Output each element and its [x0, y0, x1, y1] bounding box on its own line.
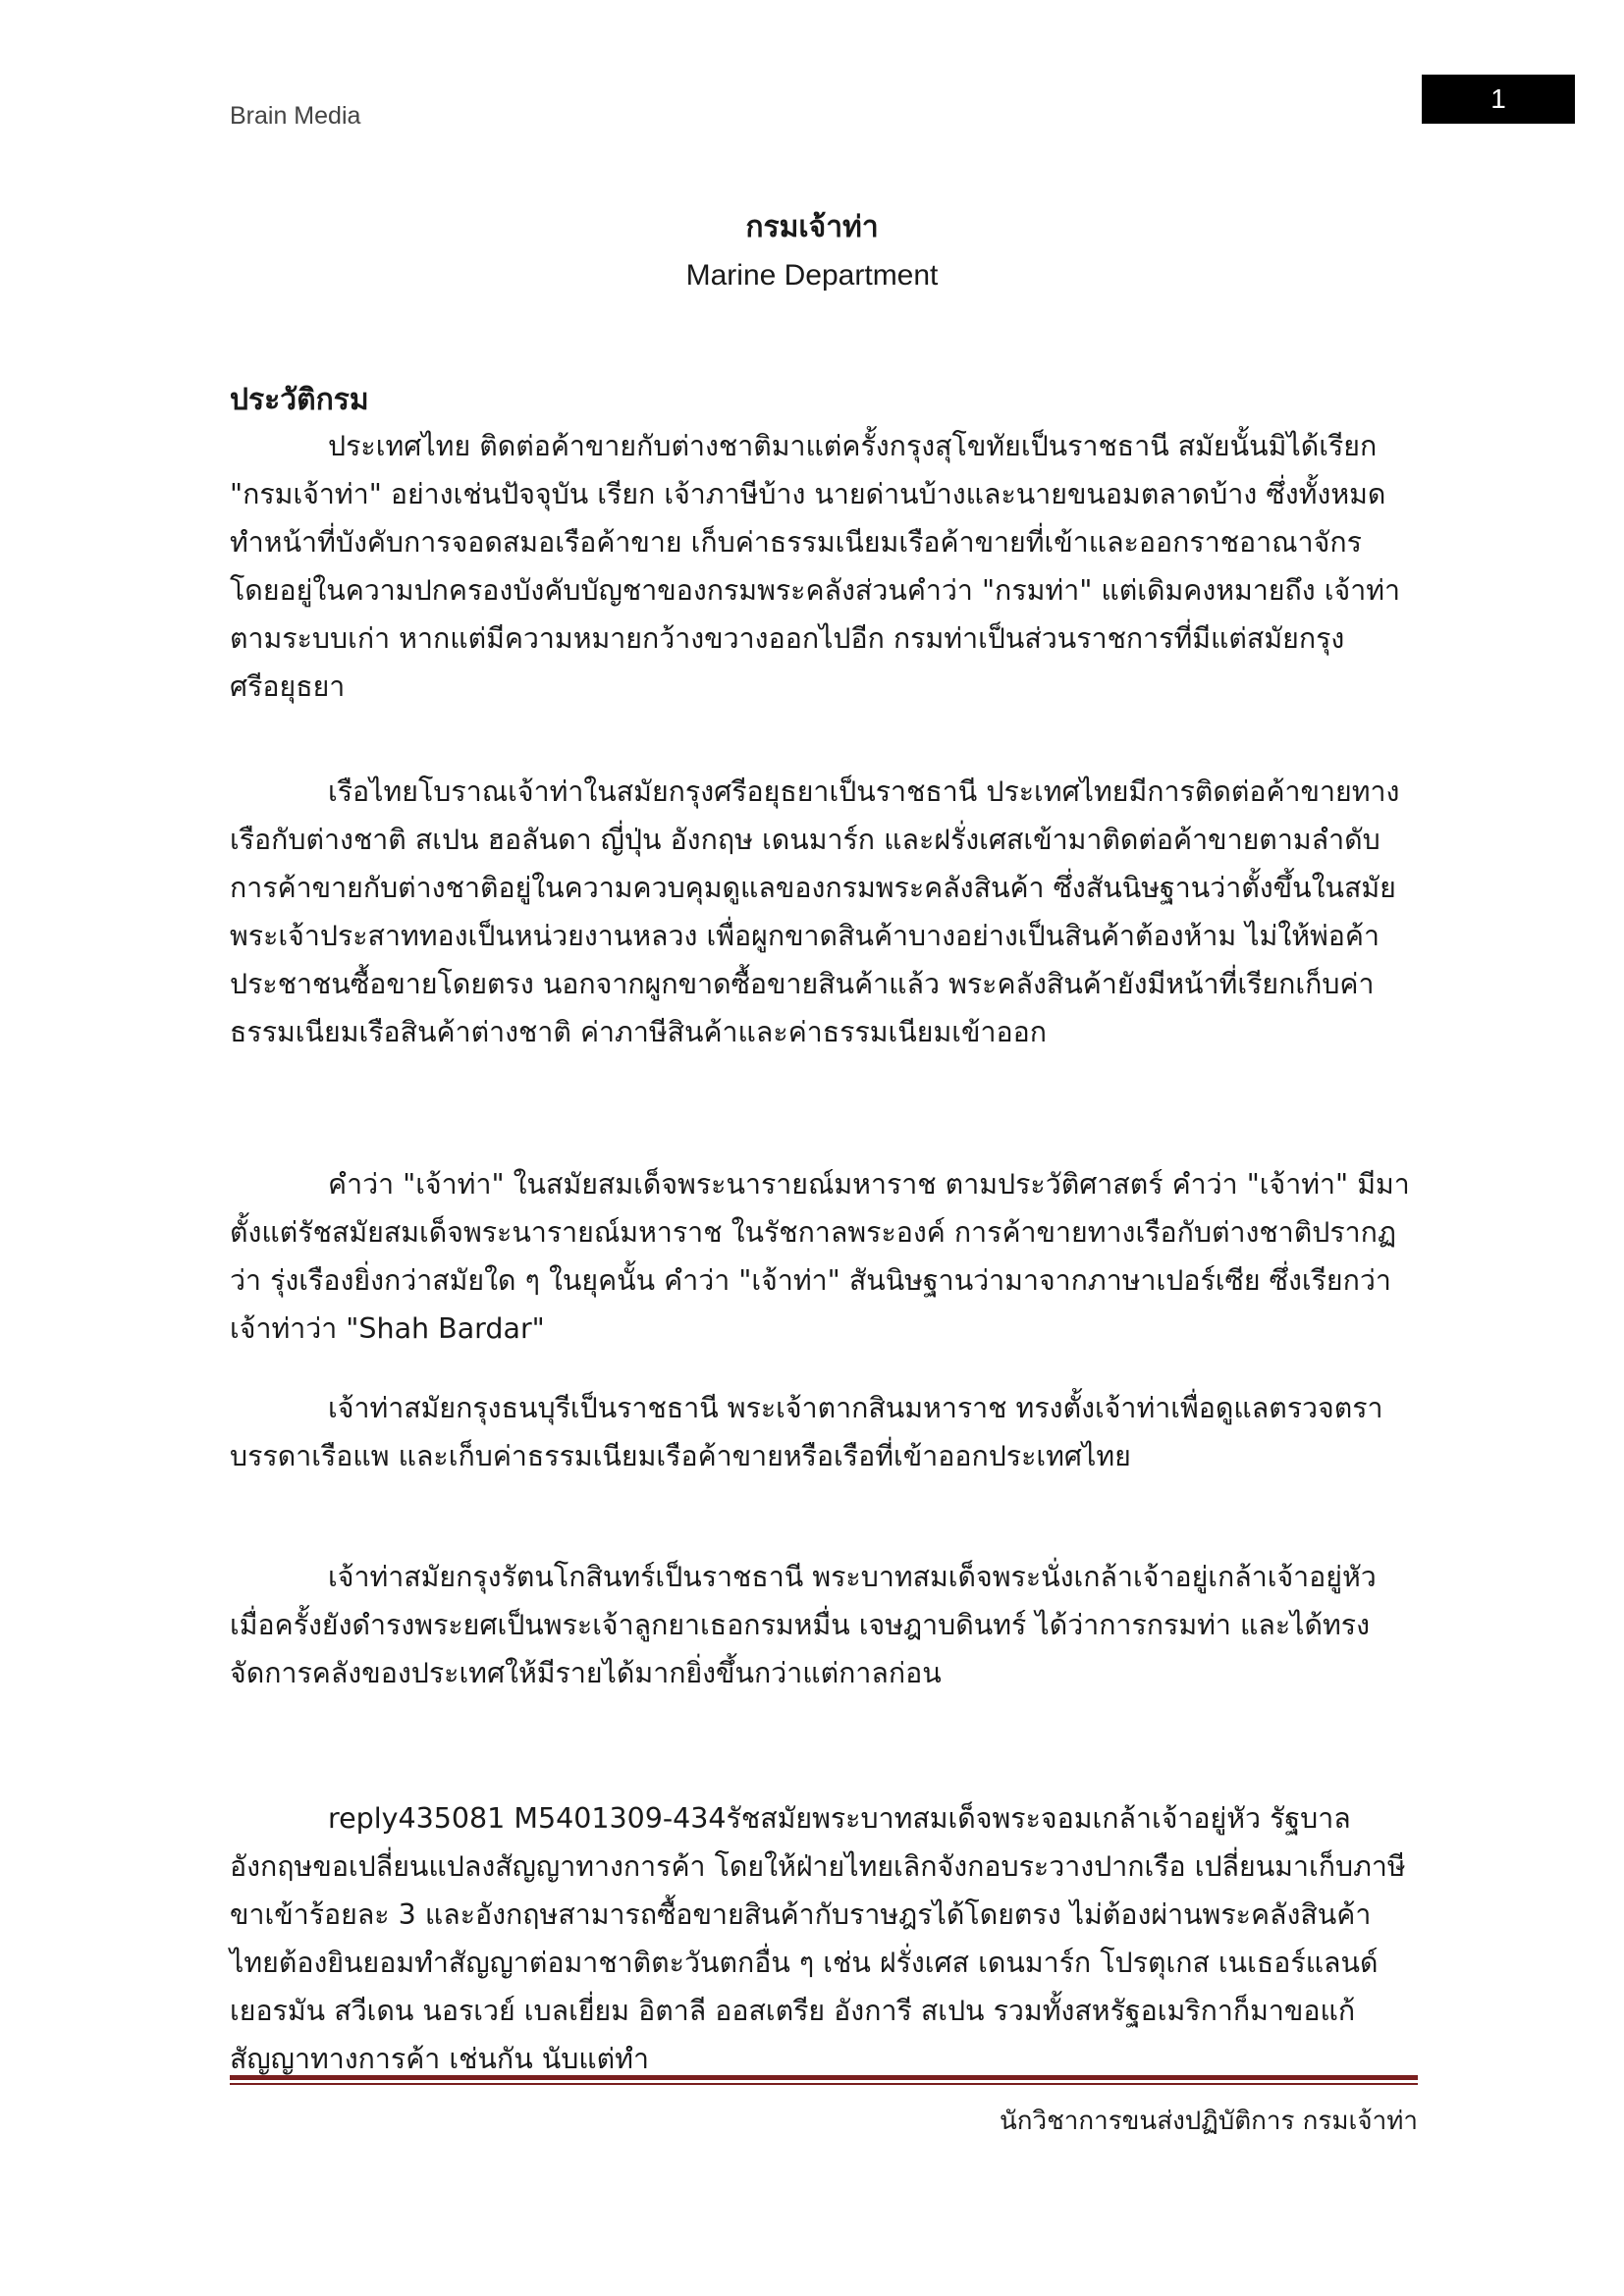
header-publisher: Brain Media	[230, 102, 361, 130]
document-title-thai: กรมเจ้าท่า	[745, 210, 879, 244]
document-title-english: Marine Department	[685, 259, 939, 292]
page-number: 1	[1490, 83, 1506, 114]
footer-divider-thick	[230, 2075, 1418, 2080]
footer-text: นักวิชาการขนส่งปฏิบัติการ กรมเจ้าท่า	[999, 2107, 1418, 2136]
section-heading: ประวัติกรม	[230, 383, 369, 417]
paragraph-1: ประเทศไทย ติดต่อค้าขายกับต่างชาติมาแต่ครั้งกรุงสุโขทัยเป็นราชธานี สมัยนั้นมิได้เรียก "กรมเจ้าท่า" อย่างเช่นปัจจุบัน เรียก เจ้าภาษีบ้าง นายด่านบ้างและนายขนอมตลาดบ้าง ซึ่งทั้งหมดทำหน้าที่บังคับการจอดสมอเรือค้าขาย เก็บค่าธรรมเนียมเรือค้าขายที่เข้าและออกราชอาณาจักร โดยอยู่ในความปกครองบังคับบัญชาของกรมพระคลังส่วนคำว่า "กรมท่า" แต่เดิมคงหมายถึง เจ้าท่าตามระบบเก่า หากแต่มีความหมายกว้างขวางออกไปอีก กรมท่าเป็นส่วนราชการที่มีแต่สมัยกรุงศรีอยุธยา	[230, 430, 1401, 703]
paragraph-5: เจ้าท่าสมัยกรุงรัตนโกสินทร์เป็นราชธานี พระบาทสมเด็จพระนั่งเกล้าเจ้าอยู่เกล้าเจ้าอยู่หัว เมื่อครั้งยังดำรงพระยศเป็นพระเจ้าลูกยาเธอกรมหมื่น เจษฎาบดินทร์ ได้ว่าการกรมท่า และได้ทรงจัดการคลังของประเทศให้มีรายได้มากยิ่งขึ้นกว่าแต่กาลก่อน	[230, 1561, 1377, 1689]
paragraph-6: reply435081 M5401309-434รัชสมัยพระบาทสมเด็จพระจอมเกล้าเจ้าอยู่หัว รัฐบาลอังกฤษขอเปลี่ยนแปลงสัญญาทางการค้า โดยให้ฝ่ายไทยเลิกจังกอบระวางปากเรือ เปลี่ยนมาเก็บภาษีขาเข้าร้อยละ 3 และอังกฤษสามารถซื้อขายสินค้ากับราษฎรได้โดยตรง ไม่ต้องผ่านพระคลังสินค้าไทยต้องยินยอมทำสัญญาต่อมาชาติตะวันตกอื่น ๆ เช่น ฝรั่งเศส เดนมาร์ก โปรตุเกส เนเธอร์แลนด์ เยอรมัน สวีเดน นอรเวย์ เบลเยี่ยม อิตาลี ออสเตรีย อังการี สเปน รวมทั้งสหรัฐอเมริกาก็มาขอแก้สัญญาทางการค้า เช่นกัน นับแต่ทำ	[230, 1802, 1406, 2075]
paragraph-3: คำว่า "เจ้าท่า" ในสมัยสมเด็จพระนารายณ์มหาราช ตามประวัติศาสตร์ คำว่า "เจ้าท่า" มีมาตั้งแต่รัชสมัยสมเด็จพระนารายณ์มหาราช ในรัชกาลพระองค์ การค้าขายทางเรือกับต่างชาติปรากฏว่า รุ่งเรืองยิ่งกว่าสมัยใด ๆ ในยุคนั้น คำว่า "เจ้าท่า" สันนิษฐานว่ามาจากภาษาเปอร์เซีย ซึ่งเรียกว่าเจ้าท่าว่า "Shah Bardar"	[230, 1168, 1410, 1345]
paragraph-2: เรือไทยโบราณเจ้าท่าในสมัยกรุงศรีอยุธยาเป็นราชธานี ประเทศไทยมีการติดต่อค้าขายทางเรือกับต่างชาติ สเปน ฮอลันดา ญี่ปุ่น อังกฤษ เดนมาร์ก และฝรั่งเศสเข้ามาติดต่อค้าขายตามลำดับการค้าขายกับต่างชาติอยู่ในความควบคุมดูแลของกรมพระคลังสินค้า ซึ่งสันนิษฐานว่าตั้งขึ้นในสมัยพระเจ้าประสาททองเป็นหน่วยงานหลวง เพื่อผูกขาดสินค้าบางอย่างเป็นสินค้าต้องห้าม ไม่ให้พ่อค้าประชาชนซื้อขายโดยตรง นอกจากผูกขาดซื้อขายสินค้าแล้ว พระคลังสินค้ายังมีหน้าที่เรียกเก็บค่าธรรมเนียมเรือสินค้าต่างชาติ ค่าภาษีสินค้าและค่าธรรมเนียมเข้าออก	[230, 775, 1400, 1048]
footer-divider-thin	[230, 2083, 1418, 2085]
page-number-badge	[1422, 75, 1575, 124]
paragraph-4: เจ้าท่าสมัยกรุงธนบุรีเป็นราชธานี พระเจ้าตากสินมหาราช ทรงตั้งเจ้าท่าเพื่อดูแลตรวจตราบรรดาเรือแพ และเก็บค่าธรรมเนียมเรือค้าขายหรือเรือที่เข้าออกประเทศไทย	[230, 1392, 1383, 1472]
